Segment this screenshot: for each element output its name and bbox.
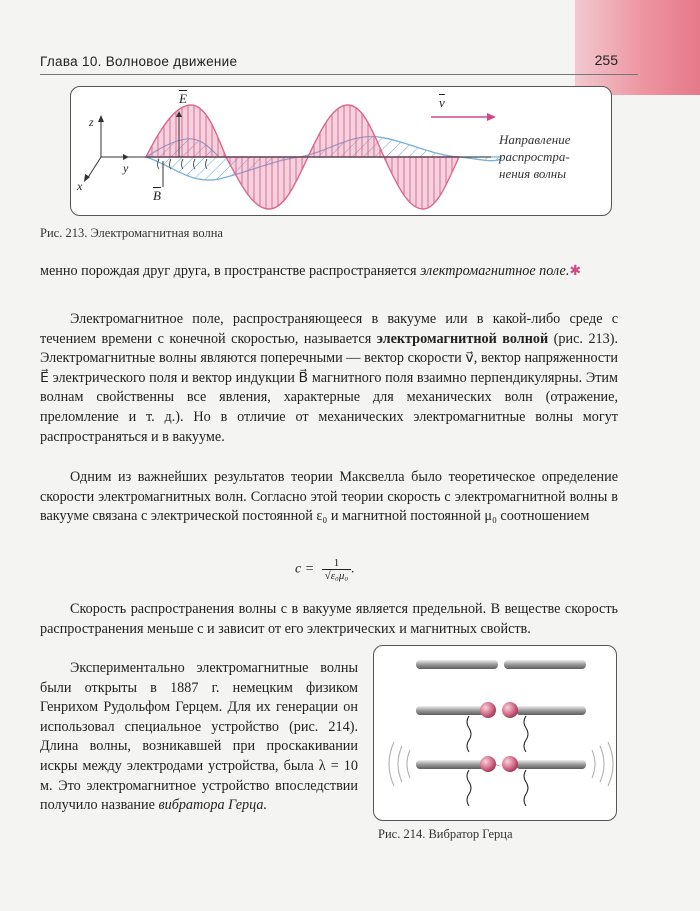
paragraph-maxwell: Одним из важнейших результатов теории Максвелла было теоретическое определение скорости электромагнитных волн. Согласно этой теории скорость c электромагнитной волны в вакууме связана с электрической постоянной ε₀ и магнитной постоянной μ₀ соотношением bbox=[40, 469, 618, 525]
x-axis bbox=[87, 157, 101, 179]
paragraph-hertz: Экспериментально электромагнитные волны были открыты в 1887 г. немецким физиком Генрихом Рудольфом Герцем. Для их генерации он использовал специальное устройство (рис. 214). Длина волны, возникавшей при проскакивании искры между электродами устройства, была λ = 10 м. Это электромагнитное устройство впоследствии получило название вибратора Герца. bbox=[40, 660, 358, 814]
chapter-title: Глава 10. Волновое движение bbox=[40, 54, 238, 69]
sphere-right-top bbox=[502, 702, 518, 718]
paragraph-em-wave-definition: Электромагнитное поле, распространяющееся в вакууме или в какой-либо среде с течением времени с конечной скоростью, называется электромагнитной волной (рис. 213). Электромагнитные волны являются поперечными — вектор скорости v⃗, вектор напряженности E⃗ электрического поля и вектор индукции B⃗ магнитного поля взаимно перпендикулярны. Этим волнам свойственны все явления, характерные для механических волн (отражение, преломление и т. д.). Но в отличие от механических электромагнитные волны могут распространяться и в вакууме. bbox=[40, 311, 618, 445]
svg-text:~: ~ bbox=[495, 761, 500, 770]
label-x: x bbox=[77, 179, 83, 193]
label-y: y bbox=[123, 161, 129, 175]
label-z: z bbox=[89, 115, 94, 129]
figure-electromagnetic-wave bbox=[70, 86, 612, 216]
sphere-left-top bbox=[480, 702, 496, 718]
speed-formula: c = $\frac{1}{\text{√ε₀μ₀}}$ . bbox=[295, 557, 355, 582]
page-header bbox=[40, 52, 618, 74]
figure-214-caption: Рис. 214. Вибратор Герца bbox=[378, 827, 513, 841]
label-B: $\overline{B}$ bbox=[153, 188, 161, 203]
header-rule bbox=[40, 74, 638, 75]
star-icon: ✱ bbox=[569, 263, 582, 279]
paragraph-limit-speed: Скорость распространения волны c в вакууме является предельной. В веществе скорость распространения меньше c и зависит от его электрических и магнитных свойств. bbox=[40, 601, 618, 637]
figure-hertz-vibrator bbox=[373, 645, 617, 821]
figure-213-caption: Рис. 213. Электромагнитная волна bbox=[40, 226, 223, 240]
paragraph-intro: менно порождая друг друга, в пространстве распространяется электромагнитное поле.✱ bbox=[40, 263, 582, 279]
label-v: $\overline{v}$ bbox=[439, 95, 445, 110]
hertz-vibrator-diagram bbox=[374, 646, 616, 820]
label-E: $\overline{E}$ bbox=[179, 91, 187, 106]
page-number: 255 bbox=[594, 52, 618, 68]
direction-label: Направление распростра- нения волны bbox=[499, 132, 571, 181]
page-corner-accent bbox=[575, 0, 700, 95]
